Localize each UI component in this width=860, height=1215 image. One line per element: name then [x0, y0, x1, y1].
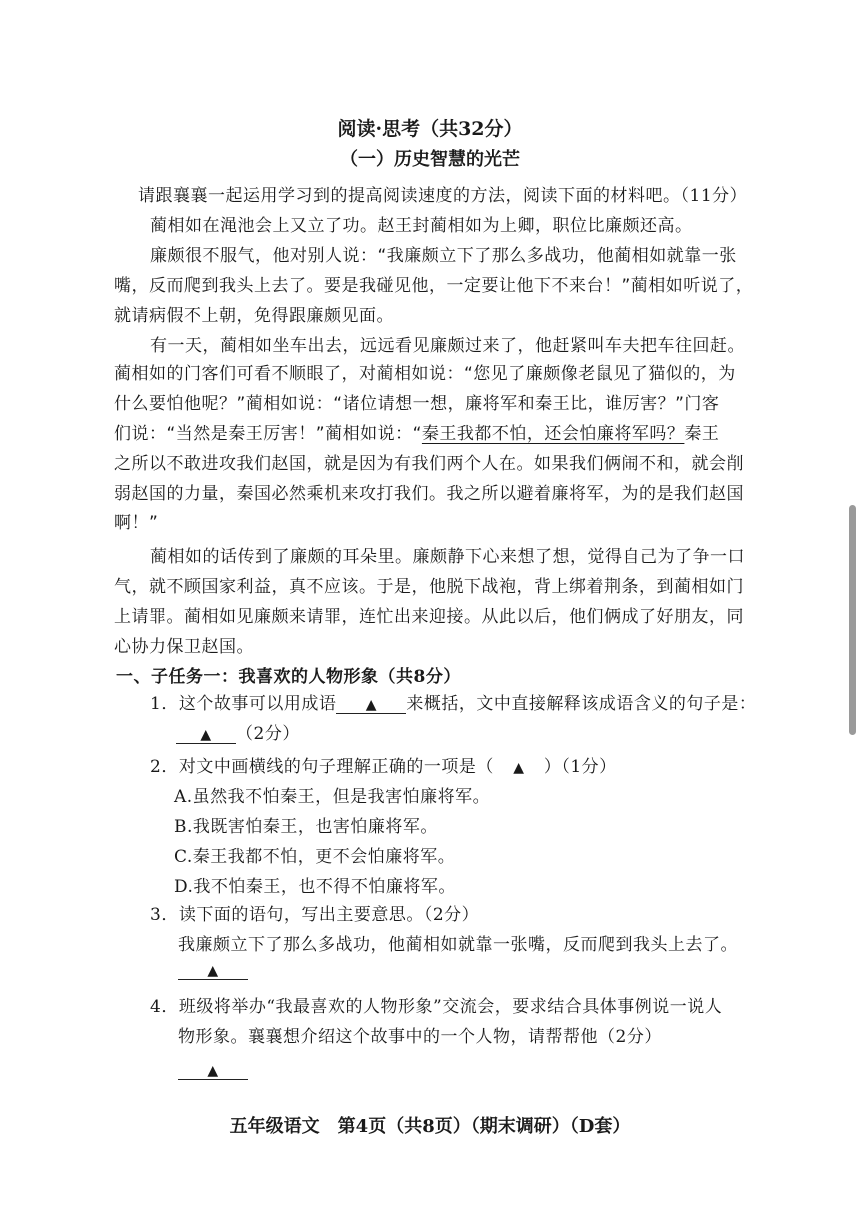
section-title: 阅读·思考（共32分） [337, 118, 523, 140]
story-p3-line4 [114, 419, 719, 444]
q2-stem-end: ）（1分） [543, 757, 617, 777]
story-p3-line2: 蔺相如的门客们可看不顺眼了，对蔺相如说：“您见了廉颇像老鼠见了猫似的，为 [114, 364, 736, 384]
intro-instruction: 请跟襄襄一起运用学习到的提高阅读速度的方法，阅读下面的材料吧。（11分） [138, 186, 748, 206]
q2-stem-start: 2．对文中画横线的句子理解正确的一项是（ [150, 757, 494, 777]
q2-option-d: D.我不怕秦王，也不得不怕廉将军。 [174, 877, 456, 897]
story-p3-line5: 之所以不敢进攻我们赵国，就是因为有我们两个人在。如果我们俩闹不和，就会削 [114, 454, 744, 474]
subsection-title: （一）历史智慧的光芒 [340, 149, 520, 170]
q2-option-a: A.虽然我不怕秦王，但是我害怕廉将军。 [174, 787, 491, 807]
q2-option-c: C.秦王我都不怕，更不会怕廉将军。 [174, 847, 456, 867]
q2-option-b: B.我既害怕秦王，也害怕廉将军。 [174, 817, 438, 837]
story-p3-line6: 弱赵国的力量，秦国必然乘机来攻打我们。我之所以避着廉将军，为的是我们赵国 [114, 484, 744, 504]
question-4-line1: 4．班级将举办“我最喜欢的人物形象”交流会，要求结合具体事例说一说人 [150, 997, 723, 1017]
story-p2-line2: 嘴，反而爬到我头上去了。要是我碰见他，一定要让他下不来台！”蔺相如听说了， [114, 276, 754, 296]
question-1 [150, 689, 756, 714]
story-p4-line2: 气，就不顾国家利益，真不应该。于是，他脱下战袍，背上绑着荆条，到蔺相如门 [114, 577, 744, 597]
q3-quote: 我廉颇立下了那么多战功，他蔺相如就靠一张嘴，反而爬到我头上去了。 [178, 935, 738, 955]
question-3: 3．读下面的语句，写出主要意思。（2分） [150, 905, 480, 925]
q1-score: （2分） [236, 724, 300, 744]
story-p4-line1: 蔺相如的话传到了廉颇的耳朵里。廉颇静下心来想了想，觉得自己为了争一口 [150, 547, 745, 567]
q1-answer-blank-idiom[interactable]: ▲ [336, 697, 406, 714]
q4-answer-line [178, 1060, 248, 1080]
story-p4-line4: 心协力保卫赵国。 [114, 637, 254, 657]
q1-second-line [176, 719, 300, 744]
q3-answer-blank[interactable]: ▲ [178, 963, 248, 980]
question-4-line2: 物形象。襄襄想介绍这个故事中的一个人物，请帮帮他（2分） [178, 1027, 662, 1047]
story-paragraph-1: 蔺相如在渑池会上又立了功。赵王封蔺相如为上卿，职位比廉颇还高。 [150, 216, 693, 236]
story-p4-line3: 上请罪。蔺相如见廉颇来请罪，连忙出来迎接。从此以后，他们俩成了好朋友，同 [114, 607, 744, 627]
task1-title: 一、子任务一：我喜欢的人物形象（共8分） [116, 667, 461, 687]
underlined-sentence: 秦王我都不怕，还会怕廉将军吗？ [421, 424, 685, 444]
story-p3-line4-start: 们说：“当然是秦王厉害！”蔺相如说：“ [114, 424, 422, 444]
page-footer: 五年级语文 第4页（共8页）（期末调研）（D套） [229, 1116, 631, 1137]
story-p3-line1: 有一天，蔺相如坐车出去，远远看见廉颇过来了，他赶紧叫车夫把车往回赶。 [150, 336, 745, 356]
question-2 [150, 752, 617, 777]
story-p3-line4-end: 秦王 [684, 424, 720, 444]
q3-answer-line [178, 960, 248, 980]
q1-stem-start: 1．这个故事可以用成语 [150, 694, 337, 714]
q1-stem-end: 来概括，文中直接解释该成语含义的句子是： [406, 694, 757, 714]
story-p2-line3: 就请病假不上朝，免得跟廉颇见面。 [114, 306, 394, 326]
q1-answer-blank-sentence[interactable]: ▲ [176, 727, 236, 744]
q4-answer-blank[interactable]: ▲ [178, 1063, 248, 1080]
story-p2-line1: 廉颇很不服气，他对别人说：“我廉颇立下了那么多战功，他蔺相如就靠一张 [150, 246, 737, 266]
story-p3-line3: 什么要怕他呢？”蔺相如说：“诸位请想一想，廉将军和秦王比，谁厉害？”门客 [114, 394, 720, 414]
q2-answer-mark[interactable]: ▲ [513, 760, 525, 776]
story-p3-line7: 啊！” [114, 513, 159, 533]
scrollbar-thumb[interactable] [849, 505, 856, 735]
